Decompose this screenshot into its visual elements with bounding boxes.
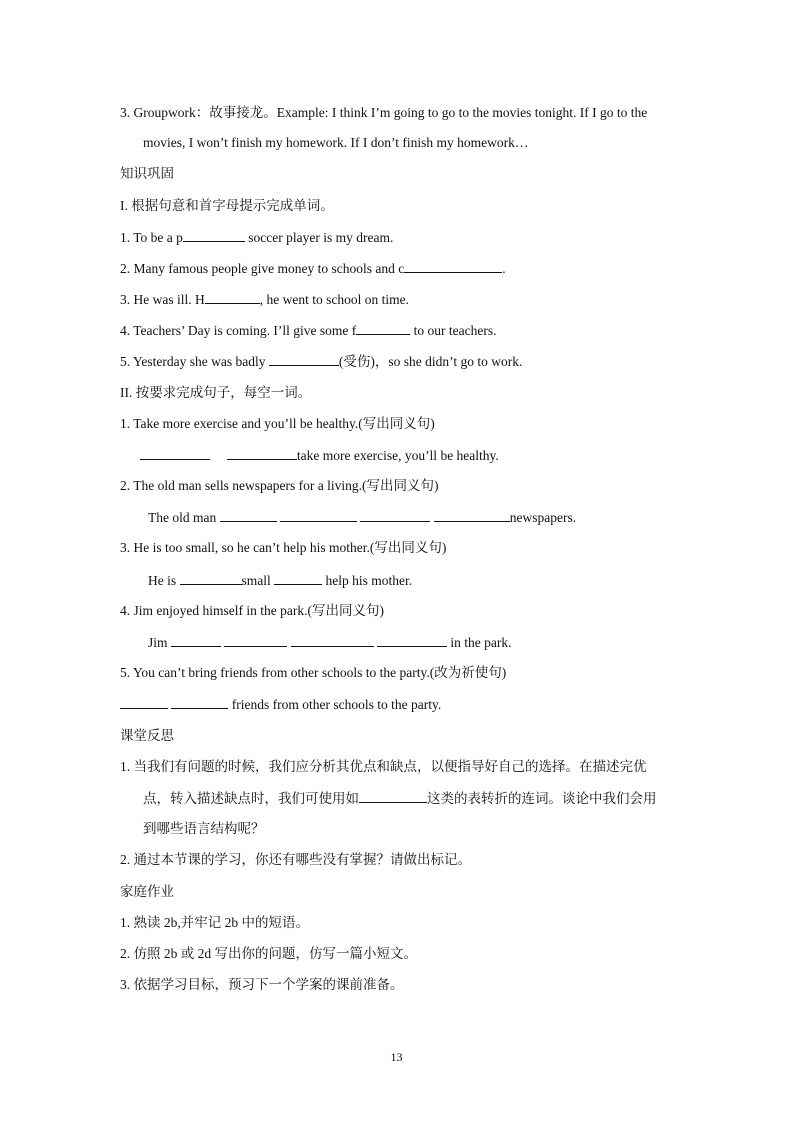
reflection-item-2: 2. 通过本节课的学习，你还有哪些没有掌握？请做出标记。 [120, 852, 471, 867]
answer-blank [224, 633, 287, 647]
answer-blank [220, 508, 277, 522]
answer-blank [205, 290, 260, 304]
homework-item-1: 1. 熟读 2b,并牢记 2b 中的短语。 [120, 915, 309, 930]
answer-blank [360, 508, 430, 522]
part2-q3-answer: He is small help his mother. [148, 573, 413, 588]
answer-blank [269, 352, 339, 366]
part2-q4-answer: Jim in the park. [148, 635, 512, 650]
answer-blank [227, 446, 297, 460]
answer-blank [377, 633, 447, 647]
answer-blank [140, 446, 210, 460]
answer-blank [359, 789, 427, 803]
part2-q5-answer: friends from other schools to the party. [120, 695, 693, 714]
answer-blank [171, 695, 228, 709]
reflection-item-1-line-1: 1. 当我们有问题的时候，我们应分析其优点和缺点，以便指导好自己的选择。在描述完优 [120, 759, 647, 774]
part2-q3: 3. He is too small, so he can’t help his mother.(写出同义句) [120, 540, 447, 555]
answer-blank [280, 508, 357, 522]
groupwork-line-2: movies, I won’t finish my homework. If I don’t finish my homework… [143, 135, 529, 150]
reflection-heading: 课堂反思 [120, 728, 174, 743]
homework-item-2: 2. 仿照 2b 或 2d 写出你的问题，仿写一篇小短文。 [120, 946, 417, 961]
part2-q1-answer: take more exercise, you’ll be healthy. [140, 446, 693, 465]
groupwork-line-1: 3. Groupwork：故事接龙。Example: I think I’m going to go to the movies tonight. If I go to the [120, 105, 648, 120]
homework-heading: 家庭作业 [120, 884, 174, 899]
part2-q4: 4. Jim enjoyed himself in the park.(写出同义句) [120, 603, 384, 618]
part2-title: II. 按要求完成句子，每空一词。 [120, 385, 312, 400]
part1-item-5: 5. Yesterday she was badly (受伤)，so she didn’t go to work. [120, 354, 523, 369]
part2-q5: 5. You can’t bring friends from other schools to the party.(改为祈使句) [120, 665, 507, 680]
part1-title: I. 根据句意和首字母提示完成单词。 [120, 198, 334, 213]
part1-item-2: 2. Many famous people give money to schools and c . [120, 261, 506, 276]
answer-blank [120, 695, 168, 709]
part1-item-1: 1. To be a p soccer player is my dream. [120, 230, 394, 245]
consolidation-heading: 知识巩固 [120, 166, 174, 181]
part1-item-3: 3. He was ill. H , he went to school on time. [120, 292, 409, 307]
reflection-item-1-line-3: 到哪些语言结构呢？ [143, 821, 265, 836]
part2-q1: 1. Take more exercise and you’ll be healthy.(写出同义句) [120, 416, 435, 431]
part1-item-4: 4. Teachers’ Day is coming. I’ll give some f to our teachers. [120, 323, 497, 338]
answer-blank [171, 633, 221, 647]
answer-blank [404, 259, 502, 273]
answer-blank [180, 571, 242, 585]
part2-q2: 2. The old man sells newspapers for a living.(写出同义句) [120, 478, 439, 493]
answer-blank [291, 633, 374, 647]
homework-item-3: 3. 依据学习目标，预习下一个学案的课前准备。 [120, 977, 404, 992]
part2-q2-answer: The old man newspapers. [148, 510, 577, 525]
page-number: 13 [390, 1050, 403, 1064]
answer-blank [434, 508, 510, 522]
answer-blank [274, 571, 322, 585]
answer-blank [183, 228, 245, 242]
reflection-item-1-line-2: 点，转入描述缺点时，我们可使用如 这类的表转折的连词。谈论中我们会用 [143, 791, 657, 806]
answer-blank [356, 321, 410, 335]
